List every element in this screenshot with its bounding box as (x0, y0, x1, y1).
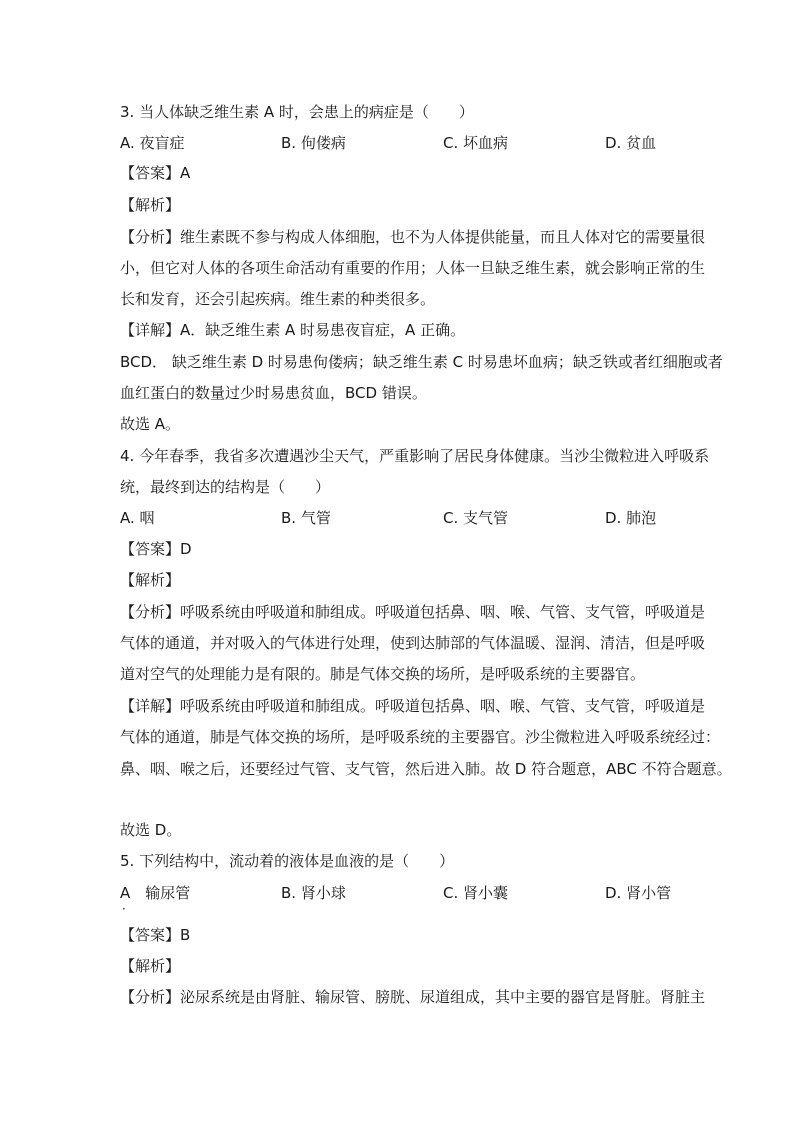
q3-fenxi-line-3: 长和发育，还会引起疾病。维生素的种类很多。 (120, 290, 436, 308)
q4-answer: 【答案】D (120, 540, 192, 558)
q4-fenxi-line-1: 【分析】呼吸系统由呼吸道和肺组成。呼吸道包括鼻、咽、喉、气管、支气管，呼吸道是 (120, 603, 706, 621)
q3-options (120, 133, 680, 155)
q5-jiexi-heading: 【解析】 (120, 957, 181, 975)
q5-options (120, 883, 680, 916)
q5-option-c: C. 肾小囊 (443, 884, 509, 902)
q4-stem-line-1: 4. 今年春季，我省多次遭遇沙尘天气，严重影响了居民身体健康。当沙尘微粒进入呼吸系 (120, 447, 710, 465)
q3-fenxi-line-1: 【分析】维生素既不参与构成人体细胞，也不为人体提供能量，而且人体对它的需要量很 (120, 228, 706, 246)
q3-jiexi-heading: 【解析】 (120, 196, 181, 214)
q5-option-d: D. 肾小管 (605, 884, 672, 902)
q3-select: 故选 A。 (120, 415, 181, 433)
q3-option-a: A. 夜盲症 (120, 134, 185, 152)
q4-option-b: B. 气管 (281, 509, 331, 527)
q4-option-d: D. 肺泡 (605, 509, 657, 527)
q3-option-b: B. 佝偻病 (281, 134, 346, 152)
q5-option-b: B. 肾小球 (281, 884, 346, 902)
q5-option-a-dot: · (122, 902, 126, 916)
q3-answer: 【答案】A (120, 164, 191, 182)
q4-xiangjie-line-3: 鼻、咽、喉之后，还要经过气管、支气管，然后进入肺。故 D 符合题意，ABC 不符合题意。 (120, 760, 732, 778)
q3-option-c: C. 坏血病 (443, 134, 509, 152)
q4-fenxi-line-3: 道对空气的处理能力是有限的。肺是气体交换的场所，是呼吸系统的主要器官。 (120, 665, 646, 683)
q3-fenxi-line-2: 小，但它对人体的各项生命活动有重要的作用；人体一旦缺乏维生素，就会影响正常的生 (120, 259, 706, 277)
q5-stem: 5. 下列结构中，流动着的液体是血液的是（ ） (120, 852, 455, 870)
q4-option-a: A. 咽 (120, 509, 155, 527)
q4-options (120, 508, 680, 530)
q3-xiangjie-line-2: BCD． 缺乏维生素 D 时易患佝偻病；缺乏维生素 C 时易患坏血病；缺乏铁或者红细胞或者 (120, 353, 723, 371)
q3-stem: 3. 当人体缺乏维生素 A 时，会患上的病症是（ ） (120, 103, 474, 121)
q4-xiangjie-line-2: 气体的通道，肺是气体交换的场所，是呼吸系统的主要器官。沙尘微粒进入呼吸系统经过： (120, 728, 721, 746)
q4-option-c: C. 支气管 (443, 509, 509, 527)
q5-answer: 【答案】B (120, 926, 191, 944)
q5-option-a: A 输尿管 (120, 884, 191, 902)
q3-xiangjie-line-3: 血红蛋白的数量过少时易患贫血，BCD 错误。 (120, 384, 427, 402)
q4-xiangjie-line-1: 【详解】呼吸系统由呼吸道和肺组成。呼吸道包括鼻、咽、喉、气管、支气管，呼吸道是 (120, 697, 706, 715)
q4-fenxi-line-2: 气体的通道，并对吸入的气体进行处理，使到达肺部的气体温暖、湿润、清洁，但是呼吸 (120, 634, 706, 652)
q4-jiexi-heading: 【解析】 (120, 571, 181, 589)
q3-option-d: D. 贫血 (605, 134, 657, 152)
q5-fenxi-line-1: 【分析】泌尿系统是由肾脏、输尿管、膀胱、尿道组成，其中主要的器官是肾脏。肾脏主 (120, 988, 706, 1006)
q4-select: 故选 D。 (120, 821, 182, 839)
q3-xiangjie-line-1: 【详解】A．缺乏维生素 A 时易患夜盲症，A 正确。 (120, 321, 466, 339)
q4-stem-line-2: 统，最终到达的结构是（ ） (120, 478, 331, 496)
